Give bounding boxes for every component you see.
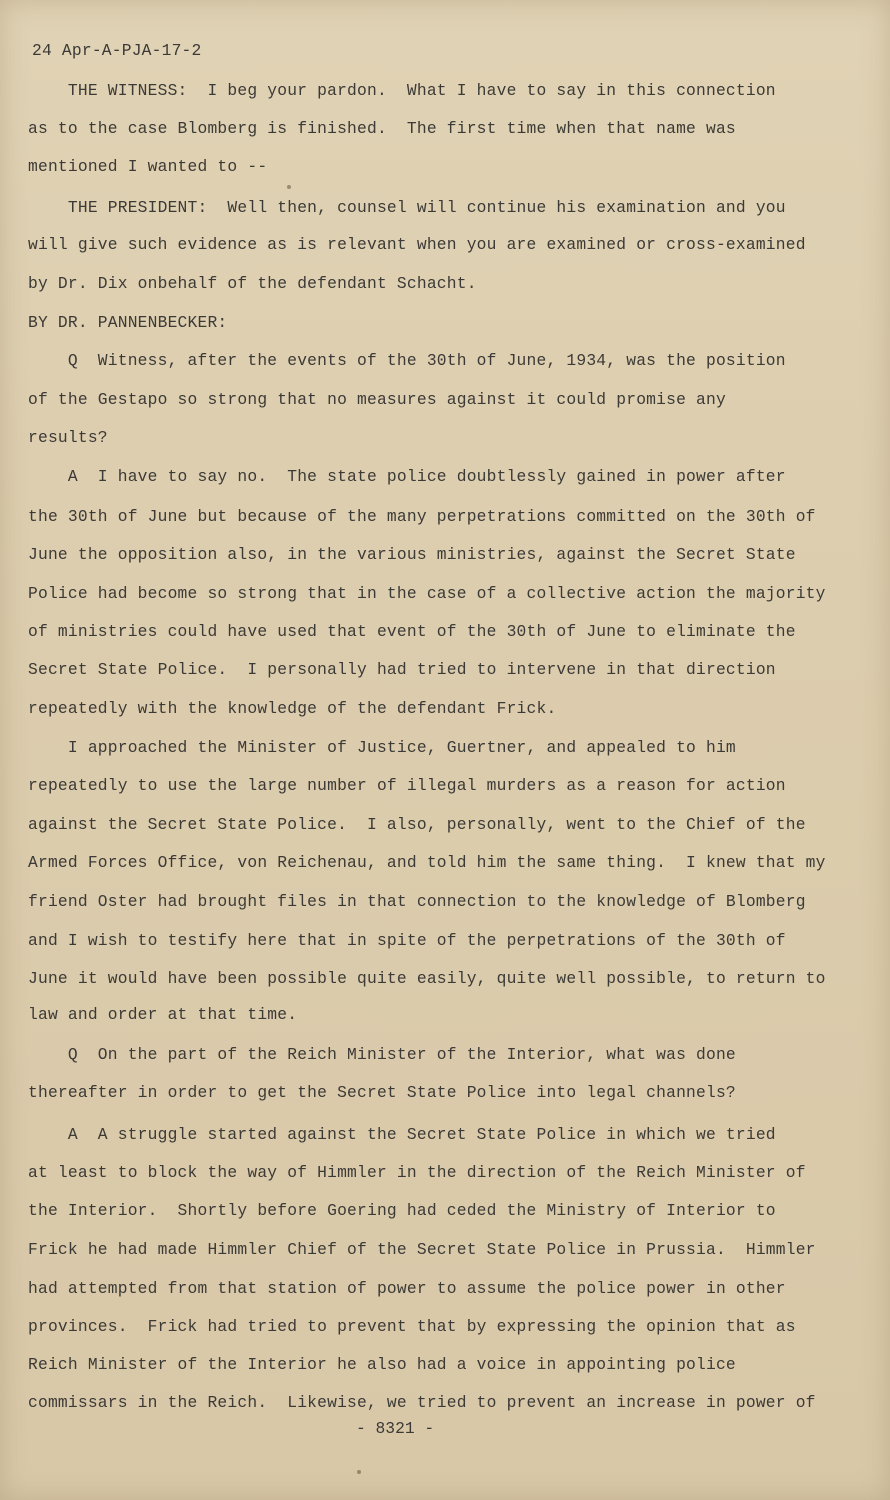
text-line-25: law and order at that time. xyxy=(28,1005,298,1024)
document-header: 24 Apr-A-PJA-17-2 xyxy=(32,41,202,60)
text-line-10: results? xyxy=(28,428,108,447)
text-line-33: provinces. Frick had tried to prevent that by expressing the opinion that as xyxy=(28,1317,796,1336)
text-line-22: friend Oster had brought files in that connection to the knowledge of Blomberg xyxy=(28,892,806,911)
text-line-15: of ministries could have used that event of the 30th of June to eliminate the xyxy=(28,622,796,641)
text-line-19: repeatedly to use the large number of illegal murders as a reason for action xyxy=(28,776,786,795)
paper-speck xyxy=(287,185,291,189)
text-line-27: thereafter in order to get the Secret State Police into legal channels? xyxy=(28,1083,736,1102)
text-line-16: Secret State Police. I personally had tried to intervene in that direction xyxy=(28,660,776,679)
text-line-05: will give such evidence as is relevant when you are examined or cross-examined xyxy=(28,235,806,254)
text-line-02: as to the case Blomberg is finished. The first time when that name was xyxy=(28,119,736,138)
text-line-23: and I wish to testify here that in spite of the perpetrations of the 30th of xyxy=(28,931,786,950)
text-line-21: Armed Forces Office, von Reichenau, and told him the same thing. I knew that my xyxy=(28,853,826,872)
text-line-34: Reich Minister of the Interior he also had a voice in appointing police xyxy=(28,1355,736,1374)
text-line-01: THE WITNESS: I beg your pardon. What I have to say in this connection xyxy=(28,81,776,100)
text-line-20: against the Secret State Police. I also, personally, went to the Chief of the xyxy=(28,815,806,834)
text-line-04: THE PRESIDENT: Well then, counsel will continue his examination and you xyxy=(28,198,786,217)
text-line-31: Frick he had made Himmler Chief of the Secret State Police in Prussia. Himmler xyxy=(28,1240,816,1259)
text-line-13: June the opposition also, in the various ministries, against the Secret State xyxy=(28,545,796,564)
text-line-32: had attempted from that station of power to assume the police power in other xyxy=(28,1279,786,1298)
text-line-35: commissars in the Reich. Likewise, we tried to prevent an increase in power of xyxy=(28,1393,816,1412)
text-line-06: by Dr. Dix onbehalf of the defendant Schacht. xyxy=(28,274,477,293)
text-line-17: repeatedly with the knowledge of the defendant Frick. xyxy=(28,699,557,718)
text-line-30: the Interior. Shortly before Goering had ceded the Ministry of Interior to xyxy=(28,1201,776,1220)
text-line-24: June it would have been possible quite easily, quite well possible, to return to xyxy=(28,969,826,988)
text-line-09: of the Gestapo so strong that no measures against it could promise any xyxy=(28,390,726,409)
text-line-28: A A struggle started against the Secret State Police in which we tried xyxy=(28,1125,776,1144)
text-line-29: at least to block the way of Himmler in the direction of the Reich Minister of xyxy=(28,1163,806,1182)
text-line-08: Q Witness, after the events of the 30th of June, 1934, was the position xyxy=(28,351,786,370)
page-number: - 8321 - xyxy=(356,1419,435,1438)
text-line-11: A I have to say no. The state police doubtlessly gained in power after xyxy=(28,467,786,486)
text-line-03: mentioned I wanted to -- xyxy=(28,157,268,176)
text-line-12: the 30th of June but because of the many perpetrations committed on the 30th of xyxy=(28,507,816,526)
text-line-18: I approached the Minister of Justice, Guertner, and appealed to him xyxy=(28,738,736,757)
text-line-07: BY DR. PANNENBECKER: xyxy=(28,313,228,332)
text-line-26: Q On the part of the Reich Minister of the Interior, what was done xyxy=(28,1045,736,1064)
paper-speck xyxy=(357,1470,361,1474)
text-line-14: Police had become so strong that in the case of a collective action the majority xyxy=(28,584,826,603)
